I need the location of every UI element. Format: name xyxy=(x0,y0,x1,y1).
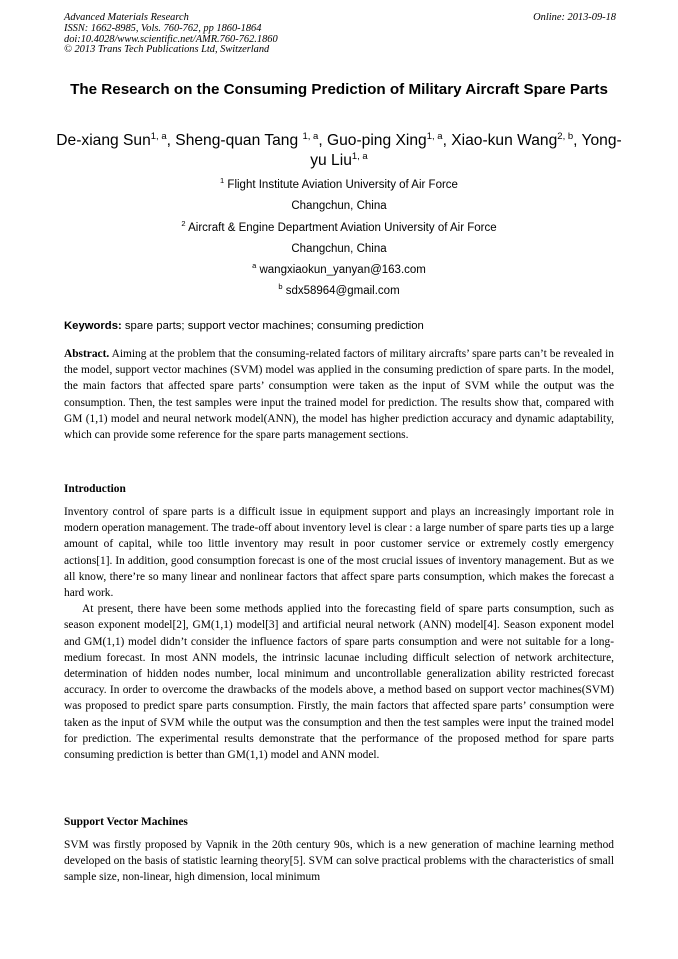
email-address: wangxiaokun_yanyan@163.com xyxy=(259,264,426,277)
abstract-text: Aiming at the problem that the consuming-related factors of military aircrafts’ spare parts can’t be revealed in the model, support vector machines (SVM) model was applied in the consuming prediction of spare parts. In the model, the main factors that affected spare parts’ consumption were taken as the input of SVM while the output was the consumption. Then, the test samples were input the trained model for prediction. The results show that, compared with GM (1,1) model and neural network model(ANN), the model has higher prediction accuracy and dynamic adaptability, which can provide some reference for the spare parts management sections. xyxy=(64,348,614,442)
svm-heading: Support Vector Machines xyxy=(64,816,188,828)
email-mark: a xyxy=(252,261,257,271)
email-address: sdx58964@gmail.com xyxy=(285,285,400,298)
author-name: Sheng-quan Tang xyxy=(175,132,303,149)
affiliation-text: Flight Institute Aviation University of Air Force xyxy=(227,179,458,191)
author-affiliation-mark: 1, a xyxy=(150,131,167,142)
introduction-heading: Introduction xyxy=(64,483,126,495)
svm-section xyxy=(64,837,614,886)
abstract-label: Abstract. xyxy=(64,348,110,360)
abstract-paragraph xyxy=(64,346,614,443)
affiliation-2 xyxy=(64,218,614,239)
affiliation-2-city: Changchun, China xyxy=(291,242,387,255)
author-list: De-xiang Sun$^{1, a}$, Sheng-quan Tang $^{1, a}$, Guo-ping Xing$^{1, a}$, Xiao-kun Wang$^{2, b}$, Yong-yu Liu$^{1, a}$ xyxy=(56,131,622,169)
svm-paragraph-1: SVM was firstly proposed by Vapnik in the 20th century 90s, which is a new generation of machine learning method developed on the basis of statistic learning theory[5]. SVM can solve practical problems with the characteristics of small sample size, non-linear, high dimension, local minimum xyxy=(64,839,614,884)
email-a xyxy=(64,260,614,281)
author-name: Xiao-kun Wang xyxy=(451,132,558,149)
introduction-paragraph-2: At present, there have been some methods applied into the forecasting field of spare parts consumption, such as season exponent model[2], GM(1,1) model[3] and artificial neural network (ANN) model[4]. Season exponent model and GM(1,1) model didn’t consider the influence factors of spare parts consumption and were not suitable for a long-medium forecast. In most ANN models, the intrinsic lacunae including difficult selection of network architecture, determination of hidden nodes number, local minimum and uncontrollable generalization ability restricted forecast accuracy. In order to overcome the drawbacks of the models above, a method based on support vector machines(SVM) was proposed to predict spare parts consumption. Firstly, the main factors that affected spare parts’ consumption were taken as the input of SVM while the output was the consumption and then the test samples were input the trained model for prediction. The experimental results demonstrate that the performance of the proposed method for spare parts consuming prediction is better than GM(1,1) model and ANN model. xyxy=(64,603,614,762)
author-name: Yong-yu Liu xyxy=(310,132,622,169)
affiliation-block xyxy=(64,175,614,303)
introduction-paragraph-1: Inventory control of spare parts is a difficult issue in equipment support and plays an increasingly important role in modern operation management. The trade-off about inventory level is clear : a large number of spare parts ties up a large amount of capital, while too little inventory may result in poor customer service or extremely costly emergency actions[1]. In addition, good consumption forecast is one of the most crucial issues of inventory management. But as we all know, there’re so many linear and nonlinear factors that affect spare parts consumption, which makes the forecast a hard work. xyxy=(64,506,614,600)
affiliation-text: Aircraft & Engine Department Aviation University of Air Force xyxy=(188,221,497,234)
keywords-label: Keywords: xyxy=(64,320,122,332)
author-name: Guo-ping Xing xyxy=(327,132,427,149)
keywords-text: spare parts; support vector machines; consuming prediction xyxy=(121,320,424,332)
email-mark: b xyxy=(278,282,283,292)
issn-line: ISSN: 1662-8985, Vols. 760-762, pp 1860-1864 xyxy=(64,22,262,34)
paper-title: The Research on the Consuming Prediction of Military Aircraft Spare Parts xyxy=(70,81,608,98)
copyright-line: © 2013 Trans Tech Publications Ltd, Switzerland xyxy=(64,44,270,56)
online-date: Online: 2013-09-18 xyxy=(533,12,616,23)
introduction-section xyxy=(64,504,614,763)
abstract-section xyxy=(64,346,614,443)
affiliation-1 xyxy=(64,175,614,196)
affiliation-1-city: Changchun, China xyxy=(291,200,387,213)
author-affiliation-mark: 1, a xyxy=(302,131,319,142)
affiliation-mark: 2 xyxy=(181,218,186,228)
author-affiliation-mark: 1, a xyxy=(351,151,368,162)
running-header xyxy=(64,13,616,56)
keywords-line xyxy=(64,319,614,333)
doi-line: doi:10.4028/www.scientific.net/AMR.760-762.1860 xyxy=(64,33,278,45)
author-name: De-xiang Sun xyxy=(56,132,151,149)
journal-name: Advanced Materials Research xyxy=(64,12,189,23)
author-affiliation-mark: 1, a xyxy=(426,131,443,142)
affiliation-mark: 1 xyxy=(220,176,225,185)
email-b xyxy=(64,281,614,302)
author-affiliation-mark: 2, b xyxy=(557,131,574,142)
